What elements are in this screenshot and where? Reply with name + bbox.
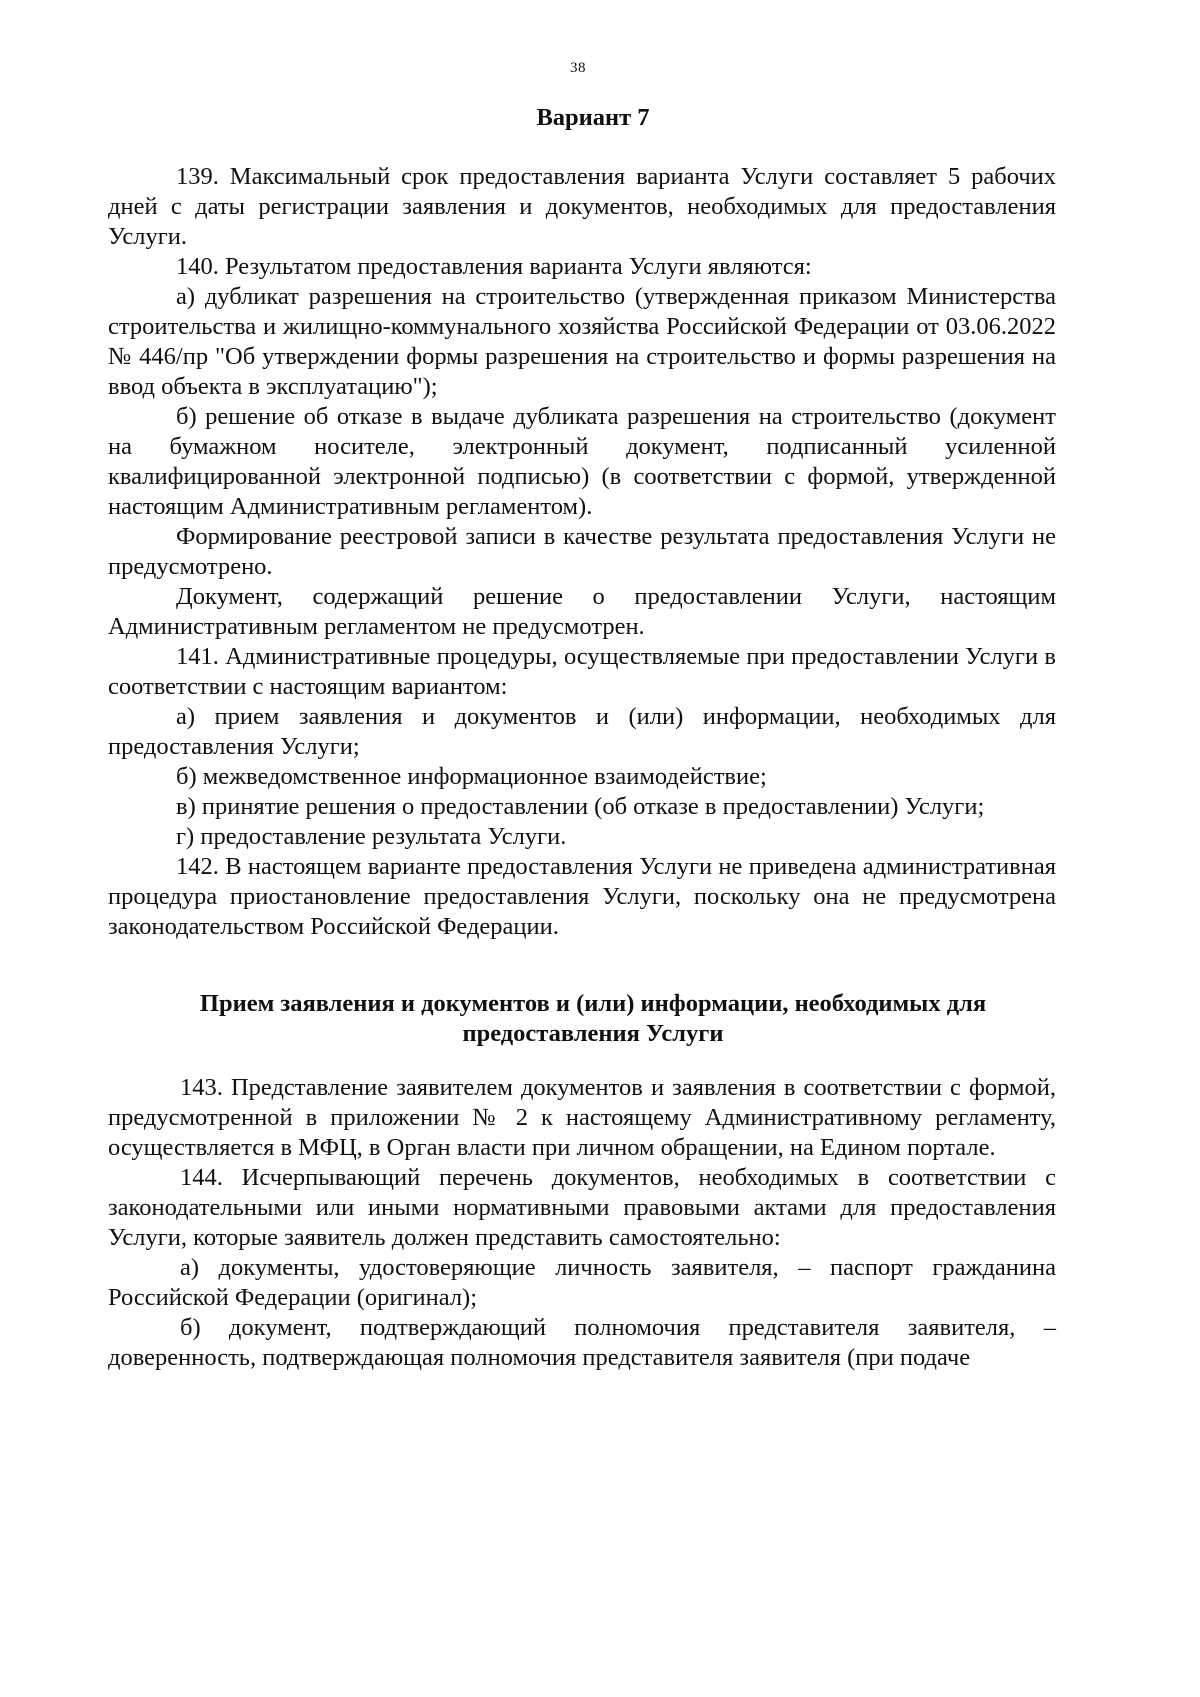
paragraph-140: 140. Результатом предоставления варианта Услуги являются: xyxy=(176,253,812,280)
page-number: 38 xyxy=(570,60,586,76)
paragraph-144-a: а) документы, удостоверяющие личность заявителя, – паспорт гражданина Российской Федерации (оригинал); xyxy=(108,1254,1056,1311)
paragraph-registry-record: Формирование реестровой записи в качестве результата предоставления Услуги не предусмотрено. xyxy=(108,523,1056,580)
paragraph-144-b: б) документ, подтверждающий полномочия представителя заявителя, – доверенность, подтверждающая полномочия представителя заявителя (при подаче xyxy=(108,1314,1056,1371)
paragraph-142: 142. В настоящем варианте предоставления Услуги не приведена административная процедура приостановление предоставления Услуги, поскольку она не предусмотрена законодательством Российской Федерации. xyxy=(108,853,1056,940)
paragraph-143: 143. Представление заявителем документов и заявления в соответствии с формой, предусмотренной в приложении № 2 к настоящему Административному регламенту, осуществляется в МФЦ, в Орган власти при личном обращении, на Едином портале. xyxy=(108,1074,1056,1161)
paragraph-141-d: г) предоставление результата Услуги. xyxy=(176,823,567,850)
paragraph-141-a: а) прием заявления и документов и (или) информации, необходимых для предоставления Услуги; xyxy=(108,703,1056,760)
paragraph-140-b: б) решение об отказе в выдаче дубликата разрешения на строительство (документ на бумажном носителе, электронный документ, подписанный усиленной квалифицированной электронной подписью) (в соответствии с формой, утвержденной настоящим Административным регламентом). xyxy=(108,403,1056,520)
variant-heading: Вариант 7 xyxy=(536,104,650,131)
paragraph-decision-document: Документ, содержащий решение о предоставлении Услуги, настоящим Административным регламентом не предусмотрен. xyxy=(108,583,1056,640)
section-heading: Прием заявления и документов и (или) информации, необходимых для предоставления Услуги xyxy=(199,990,987,1047)
paragraph-144: 144. Исчерпывающий перечень документов, необходимых в соответствии с законодательными или иными нормативными правовыми актами для предоставления Услуги, которые заявитель должен представить самостоятельно: xyxy=(108,1164,1056,1251)
paragraph-139: 139. Максимальный срок предоставления варианта Услуги составляет 5 рабочих дней с даты регистрации заявления и документов, необходимых для предоставления Услуги. xyxy=(108,163,1056,250)
body-text-block-2 xyxy=(108,1073,1056,1373)
paragraph-140-a: а) дубликат разрешения на строительство (утвержденная приказом Министерства строительства и жилищно-коммунального хозяйства Российской Федерации от 03.06.2022 № 446/пр "Об утверждении формы разрешения на строительство и формы разрешения на ввод объекта в эксплуатацию"); xyxy=(108,283,1056,400)
paragraph-141-c: в) принятие решения о предоставлении (об отказе в предоставлении) Услуги; xyxy=(176,793,985,820)
body-text-block-1 xyxy=(108,162,1056,942)
paragraph-141: 141. Административные процедуры, осуществляемые при предоставлении Услуги в соответствии с настоящим вариантом: xyxy=(108,643,1056,700)
paragraph-141-b: б) межведомственное информационное взаимодействие; xyxy=(176,763,767,790)
